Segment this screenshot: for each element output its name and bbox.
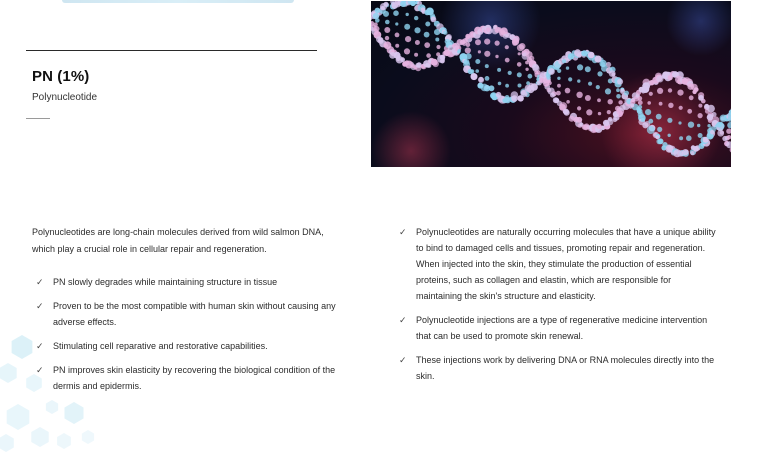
dna-bead: [443, 31, 447, 35]
dna-rung-bead: [505, 84, 509, 88]
dna-rung-bead: [495, 55, 498, 58]
dna-bead: [564, 110, 570, 116]
dna-rung-bead: [508, 71, 512, 75]
hexagon-shape: [0, 363, 17, 383]
check-icon: ✓: [399, 227, 407, 237]
dna-rung-bead: [557, 84, 561, 88]
dna-rung-bead: [436, 45, 440, 49]
dna-rung-bead: [518, 52, 521, 55]
benefits-list: [32, 274, 337, 394]
dna-bead: [380, 6, 384, 10]
dna-rung-bead: [517, 72, 522, 77]
dna-rung-bead: [638, 100, 643, 105]
dna-rung-bead: [518, 84, 522, 88]
dna-rung-bead: [687, 109, 692, 114]
short-divider: [26, 118, 50, 119]
check-icon: ✓: [399, 315, 407, 325]
dna-rung-bead: [414, 16, 418, 20]
dna-rung-bead: [475, 39, 481, 45]
top-image-edge: [62, 0, 294, 3]
dna-rung-bead: [616, 88, 620, 92]
dna-rung-bead: [484, 51, 490, 57]
dna-rung-bead: [395, 33, 400, 38]
dna-bead: [400, 57, 405, 62]
right-column: [397, 224, 717, 392]
dna-rung-bead: [576, 92, 582, 98]
dna-rung-bead: [404, 48, 410, 54]
dna-bead: [710, 130, 714, 134]
dna-rung-bead: [677, 90, 683, 96]
dna-bead: [383, 2, 388, 7]
dna-rung-bead: [475, 59, 480, 64]
dna-rung-bead: [585, 95, 591, 101]
dna-rung-bead: [596, 85, 600, 89]
dna-rung-bead: [425, 22, 430, 27]
dna-rung-bead: [484, 39, 490, 45]
dna-rung-bead: [645, 109, 651, 115]
hexagon-shape: [7, 404, 30, 430]
dna-bead: [722, 136, 727, 141]
dna-rung-bead: [657, 127, 662, 132]
dna-bead: [717, 130, 724, 137]
dna-rung-bead: [586, 109, 592, 115]
dna-rung-bead: [475, 69, 479, 73]
dna-rung-bead: [505, 45, 509, 49]
dna-rung-bead: [726, 129, 731, 134]
dna-rung-bead: [607, 110, 611, 114]
dna-rung-bead: [464, 59, 470, 65]
dna-bead: [609, 70, 616, 77]
dna-bead: [647, 126, 655, 134]
dna-bead: [505, 95, 510, 100]
dna-rung-bead: [597, 71, 602, 76]
dna-rung-bead: [557, 69, 561, 73]
dna-bead: [378, 38, 384, 44]
dna-rung-bead: [698, 104, 702, 108]
dna-rung-bead: [608, 99, 613, 104]
dna-rung-bead: [373, 22, 377, 26]
dna-rung-bead: [577, 79, 580, 82]
dna-bead: [484, 85, 490, 91]
dna-rung-bead: [517, 62, 522, 67]
dna-bead: [529, 56, 534, 61]
dna-rung-bead: [495, 41, 500, 46]
dna-bead: [682, 149, 688, 155]
dna-rung-bead: [648, 119, 653, 124]
dna-rung-bead: [384, 27, 390, 33]
dna-rung-bead: [689, 95, 694, 100]
dna-bead: [690, 151, 694, 155]
dna-bead: [655, 135, 659, 139]
dna-rung-bead: [716, 122, 722, 128]
check-icon: ✓: [36, 277, 44, 287]
dna-rung-bead: [616, 94, 621, 99]
dna-rung-bead: [406, 13, 409, 16]
dna-bead: [658, 138, 664, 144]
dna-bead: [519, 43, 526, 50]
dna-rung-bead: [414, 53, 418, 57]
dna-helix-image: [371, 1, 731, 167]
dna-bead: [707, 105, 715, 113]
dna-bead: [486, 27, 491, 32]
dna-rung-bead: [424, 42, 430, 48]
dna-rung-bead: [557, 77, 560, 80]
dna-bead: [470, 69, 474, 73]
dna-rung-bead: [667, 118, 672, 123]
dna-bead: [576, 117, 582, 123]
dna-rung-bead: [465, 47, 471, 53]
check-icon: ✓: [399, 355, 407, 365]
dna-bead: [562, 59, 566, 63]
dna-rung-bead: [426, 53, 431, 58]
dna-rung-bead: [383, 11, 389, 17]
dna-bead: [630, 103, 634, 107]
dna-bead: [607, 119, 614, 126]
dna-rung-bead: [637, 96, 642, 101]
hexagon-shape: [31, 427, 48, 447]
dna-rung-bead: [404, 24, 410, 30]
check-icon: ✓: [36, 301, 44, 311]
list-item: ✓ Proven to be the most compatible with human skin without causing any adverse effects.: [34, 298, 337, 330]
dna-bead: [698, 95, 704, 101]
dna-rung-bead: [678, 121, 681, 124]
dna-bead: [692, 90, 696, 94]
dna-bead: [597, 124, 602, 129]
check-icon: ✓: [36, 365, 44, 375]
dna-rung-bead: [597, 98, 601, 102]
dna-rung-bead: [668, 134, 671, 137]
dna-rung-bead: [659, 102, 663, 106]
hexagon-shape: [57, 433, 71, 449]
dna-bead: [432, 61, 439, 68]
dna-rung-bead: [698, 113, 703, 118]
dna-rung-bead: [385, 36, 389, 40]
dna-rung-bead: [485, 76, 490, 81]
list-item: ✓ PN improves skin elasticity by recovering the biological condition of the dermis and epidermis.: [34, 362, 337, 394]
dna-rung-bead: [679, 106, 683, 110]
dna-rung-bead: [373, 26, 379, 32]
dna-bead: [624, 91, 629, 96]
dna-rung-bead: [598, 112, 601, 115]
dna-rung-bead: [566, 100, 570, 104]
dna-rung-bead: [414, 27, 420, 33]
dna-rung-bead: [668, 88, 672, 92]
dna-rung-bead: [698, 133, 703, 138]
dna-rung-bead: [395, 22, 398, 25]
list-item: ✓ Stimulating cell reparative and restorative capabilities.: [34, 338, 337, 354]
dna-rung-bead: [525, 68, 528, 71]
dna-bead: [478, 77, 483, 82]
dna-rung-bead: [457, 50, 460, 53]
dna-rung-bead: [637, 108, 643, 114]
dna-rung-bead: [485, 64, 489, 68]
dna-rung-bead: [697, 124, 700, 127]
dna-bead: [642, 122, 648, 128]
list-item: ✓ Polynucleotides are naturally occurring molecules that have a unique ability to bind to damaged cells and tissues, promoting repair and regeneration. When injected into the skin, they stimulate the production of essential proteins, such as collagen and elastin, which are responsible for maintaining the skin's structure and elasticity.: [397, 224, 717, 304]
dna-bead: [396, 57, 400, 61]
intro-paragraph: Polynucleotides are long-chain molecules derived from wild salmon DNA, which play a crucial role in cellular repair and regeneration.: [32, 227, 324, 254]
left-column: [32, 224, 337, 402]
dna-rung-bead: [566, 66, 569, 69]
dna-bead: [471, 73, 478, 80]
check-icon: ✓: [36, 341, 44, 351]
dna-rung-bead: [373, 13, 379, 19]
product-title: PN (1%): [32, 68, 90, 85]
list-item: ✓ These injections work by delivering DNA or RNA molecules directly into the skin.: [397, 352, 717, 384]
dna-rung-bead: [466, 42, 471, 47]
dna-rung-bead: [498, 82, 502, 86]
dna-rung-bead: [688, 122, 694, 128]
dna-rung-bead: [618, 100, 622, 104]
dna-bead: [641, 118, 645, 122]
dna-rung-bead: [657, 88, 663, 94]
dna-rung-bead: [385, 20, 390, 25]
dna-rung-bead: [505, 58, 510, 63]
dna-rung-bead: [647, 101, 651, 105]
dna-rung-bead: [568, 77, 572, 81]
dna-bead: [617, 79, 623, 85]
dna-rung-bead: [565, 88, 571, 94]
list-item: ✓ PN slowly degrades while maintaining structure in tissue: [34, 274, 337, 290]
product-subtitle: Polynucleotide: [32, 92, 98, 103]
hexagon-shape: [65, 402, 84, 424]
dna-rung-bead: [478, 50, 481, 53]
list-item: ✓ Polynucleotide injections are a type of regenerative medicine intervention that can be used to promote skin renewal.: [397, 312, 717, 344]
dna-rung-bead: [435, 38, 439, 42]
dna-rung-bead: [605, 88, 611, 94]
dna-rung-bead: [424, 32, 430, 38]
dna-bead: [531, 83, 538, 90]
dna-rung-bead: [395, 44, 399, 48]
dna-rung-bead: [393, 10, 399, 16]
dna-rung-bead: [585, 66, 591, 72]
dna-bead: [512, 41, 517, 46]
dna-rung-bead: [405, 36, 411, 42]
dna-rung-bead: [577, 64, 583, 70]
dna-rung-bead: [528, 74, 533, 79]
dna-rung-bead: [656, 114, 662, 120]
dna-rung-bead: [497, 68, 501, 72]
details-list: [397, 224, 717, 384]
dna-bead: [550, 93, 555, 98]
title-divider: [26, 50, 317, 51]
dna-rung-bead: [536, 78, 539, 81]
dna-bead: [548, 68, 555, 75]
dna-rung-bead: [588, 82, 592, 86]
dna-rung-bead: [649, 92, 653, 96]
hexagon-shape: [82, 430, 94, 444]
dna-bead: [410, 1, 416, 6]
dna-rung-bead: [556, 91, 561, 96]
dna-rung-bead: [686, 135, 692, 141]
dna-rung-bead: [727, 122, 731, 128]
hexagon-shape: [46, 400, 58, 414]
dna-bead: [539, 78, 544, 83]
dna-bead: [511, 95, 518, 102]
hexagon-shape: [12, 335, 33, 359]
dna-rung-bead: [679, 136, 683, 140]
dna-rung-bead: [415, 40, 420, 45]
hexagon-shape: [0, 434, 14, 452]
dna-rung-bead: [577, 106, 581, 110]
dna-bead: [588, 52, 595, 59]
dna-rung-bead: [466, 53, 472, 59]
dna-bead: [424, 10, 430, 16]
dna-rung-bead: [668, 103, 673, 108]
